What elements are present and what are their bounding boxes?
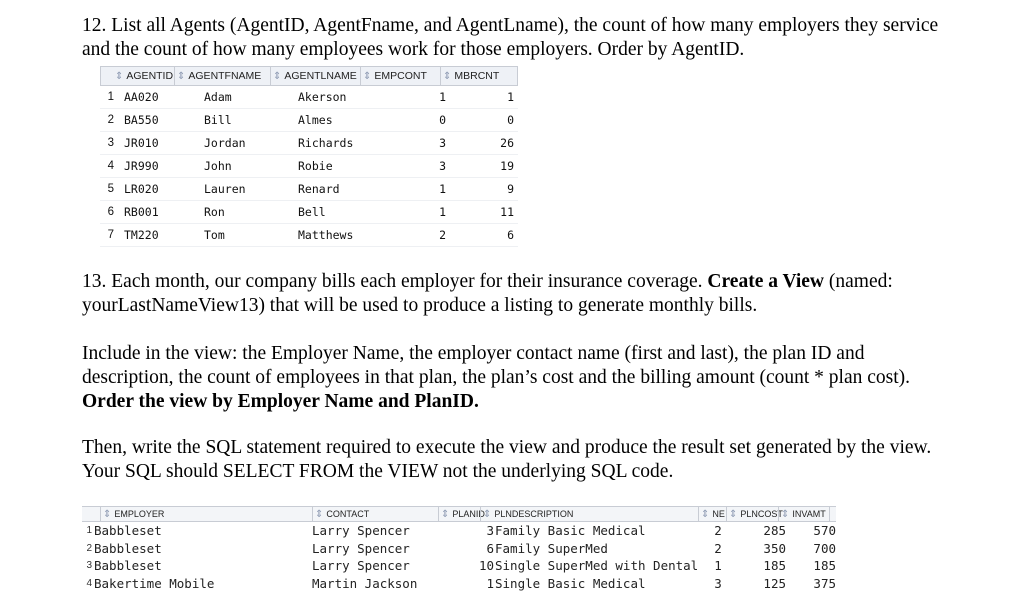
- column-header-label: NE: [712, 509, 725, 519]
- sort-arrows-icon: ⇕: [103, 508, 112, 520]
- ne-cell: 3: [714, 575, 722, 591]
- plndescription-cell: Single Basic Medical: [495, 575, 646, 591]
- grid-body: [100, 86, 518, 247]
- planid-cell: 6: [486, 540, 494, 556]
- empcont-cell: 1: [439, 182, 446, 196]
- column-header-label: INVAMT: [792, 509, 826, 519]
- column-header-label: EMPCONT: [374, 70, 427, 82]
- ne-cell: 2: [714, 540, 722, 556]
- table-row[interactable]: [100, 86, 518, 109]
- column-header-agentlname[interactable]: [271, 67, 361, 85]
- agentlname-cell: Robie: [298, 159, 333, 173]
- plncost-cell: 185: [763, 558, 786, 574]
- contact-cell: Larry Spencer: [312, 558, 410, 574]
- column-header-agentfname[interactable]: [175, 67, 271, 85]
- agentfname-cell: Tom: [204, 228, 225, 242]
- agentfname-cell: Adam: [204, 90, 232, 104]
- row-number: 2: [86, 542, 92, 554]
- mbrcnt-cell: 9: [507, 182, 514, 196]
- column-header-label: EMPLOYER: [114, 509, 165, 519]
- empcont-cell: 2: [439, 228, 446, 242]
- column-header-label: PLNCOST: [740, 509, 783, 519]
- column-header-plndescription[interactable]: [480, 507, 698, 521]
- empcont-cell: 1: [439, 90, 446, 104]
- column-header-contact[interactable]: [312, 507, 438, 521]
- row-number: 3: [86, 560, 92, 572]
- agentlname-cell: Bell: [298, 205, 326, 219]
- column-header-planid[interactable]: [438, 507, 485, 521]
- grid-header: [82, 506, 836, 522]
- mbrcnt-cell: 0: [507, 113, 514, 127]
- column-header-label: AGENTFNAME: [188, 70, 262, 82]
- employer-cell: Babbleset: [94, 523, 162, 539]
- column-header-label: PLANID: [452, 509, 485, 519]
- column-header-label: AGENTLNAME: [284, 70, 357, 82]
- grid-body: [82, 522, 836, 592]
- contact-cell: Larry Spencer: [312, 523, 410, 539]
- question-12-text: 12. List all Agents (AgentID, AgentFname, and AgentLname), the count of how many employers they service and the count of how many employees work for those employers. Order by AgentID.: [82, 15, 939, 60]
- ne-cell: 1: [714, 558, 722, 574]
- plncost-cell: 285: [763, 523, 786, 539]
- create-view-emphasis: Create a View: [707, 271, 825, 292]
- sort-arrows-icon: ⇕: [701, 508, 710, 520]
- question-13-then: Then, write the SQL statement required to execute the view and produce the result set generated by the view. Your SQL should SELECT FROM the VIEW not the underlying SQL code.: [82, 437, 932, 482]
- planid-cell: 10: [478, 558, 494, 574]
- contact-cell: Martin Jackson: [312, 575, 418, 591]
- sort-arrows-icon: ⇕: [315, 508, 324, 520]
- question-13-include: [82, 342, 952, 414]
- question-13-intro: [82, 270, 952, 318]
- q13-intro-text: 13. Each month, our company bills each employer for their insurance coverage.: [82, 271, 703, 292]
- invamt-cell: 700: [813, 540, 836, 556]
- row-number: 1: [107, 91, 114, 103]
- agentid-cell: LR020: [124, 182, 159, 196]
- grid-header: [100, 66, 518, 86]
- table-row[interactable]: [82, 575, 836, 592]
- table-row[interactable]: [100, 109, 518, 132]
- row-number: 5: [107, 183, 114, 195]
- column-header-ne[interactable]: [698, 507, 726, 521]
- column-header-employer[interactable]: [100, 507, 312, 521]
- row-number: 2: [107, 114, 114, 126]
- plndescription-cell: Family SuperMed: [495, 540, 608, 556]
- order-by-emphasis: Order the view by Employer Name and PlanID.: [82, 391, 479, 412]
- agentfname-cell: Jordan: [204, 136, 246, 150]
- contact-cell: Larry Spencer: [312, 540, 410, 556]
- mbrcnt-cell: 19: [500, 159, 514, 173]
- column-header-label: CONTACT: [326, 509, 370, 519]
- plndescription-cell: Single SuperMed with Dental: [495, 558, 699, 574]
- column-header-agentid[interactable]: [101, 67, 175, 85]
- employer-cell: Babbleset: [94, 540, 162, 556]
- employer-cell: Babbleset: [94, 558, 162, 574]
- planid-cell: 3: [486, 523, 494, 539]
- invamt-cell: 375: [813, 575, 836, 591]
- employer-cell: Bakertime Mobile: [94, 575, 215, 591]
- plndescription-cell: Family Basic Medical: [495, 523, 646, 539]
- row-number: 4: [107, 160, 114, 172]
- agentlname-cell: Renard: [298, 182, 340, 196]
- sort-arrows-icon: ⇕: [273, 70, 282, 82]
- sort-arrows-icon: ⇕: [177, 70, 186, 82]
- agentlname-cell: Almes: [298, 113, 333, 127]
- sort-arrows-icon: ⇕: [483, 508, 492, 520]
- column-header-label: MBRCNT: [454, 70, 500, 82]
- row-number: 6: [107, 206, 114, 218]
- column-header-invamt[interactable]: [778, 507, 830, 521]
- plncost-cell: 350: [763, 540, 786, 556]
- table-row[interactable]: [82, 557, 836, 575]
- column-header-empcont[interactable]: [361, 67, 441, 85]
- agentfname-cell: Bill: [204, 113, 232, 127]
- agentid-cell: TM220: [124, 228, 159, 242]
- table-row[interactable]: [100, 224, 518, 247]
- table-row[interactable]: [82, 540, 836, 558]
- agentlname-cell: Matthews: [298, 228, 354, 242]
- agentid-cell: JR990: [124, 159, 159, 173]
- agentid-cell: AA020: [124, 90, 159, 104]
- column-header-label: AGENTID: [126, 70, 174, 82]
- table-row[interactable]: [100, 155, 518, 178]
- agents-result-grid: [100, 66, 518, 247]
- invamt-cell: 185: [813, 558, 836, 574]
- mbrcnt-cell: 6: [507, 228, 514, 242]
- sort-arrows-icon: ⇕: [729, 508, 738, 520]
- agentlname-cell: Richards: [298, 136, 354, 150]
- agentid-cell: JR010: [124, 136, 159, 150]
- sort-arrows-icon: ⇕: [115, 70, 124, 82]
- column-header-plncost[interactable]: [726, 507, 783, 521]
- agentfname-cell: John: [204, 159, 232, 173]
- sort-arrows-icon: ⇕: [363, 70, 372, 82]
- table-row[interactable]: [100, 132, 518, 155]
- empcont-cell: 1: [439, 205, 446, 219]
- sort-arrows-icon: ⇕: [443, 70, 452, 82]
- agentlname-cell: Akerson: [298, 90, 347, 104]
- row-number: 3: [107, 137, 114, 149]
- agentfname-cell: Lauren: [204, 182, 246, 196]
- table-row[interactable]: [100, 201, 518, 224]
- row-number: 1: [86, 525, 92, 537]
- mbrcnt-cell: 11: [500, 205, 514, 219]
- mbrcnt-cell: 1: [507, 90, 514, 104]
- agentid-cell: RB001: [124, 205, 159, 219]
- table-row[interactable]: [100, 178, 518, 201]
- ne-cell: 2: [714, 523, 722, 539]
- table-row[interactable]: [82, 522, 836, 540]
- sort-arrows-icon: ⇕: [441, 508, 450, 520]
- empcont-cell: 3: [439, 159, 446, 173]
- q13-include-text: Include in the view: the Employer Name, the employer contact name (first and last), the plan ID and description, the count of employees in that plan, the plan’s cost and the billing amount (count * plan cost).: [82, 343, 911, 388]
- column-header-label: PLNDESCRIPTION: [494, 509, 574, 519]
- row-number: 7: [107, 229, 114, 241]
- empcont-cell: 3: [439, 136, 446, 150]
- row-number: 4: [86, 577, 92, 589]
- invamt-cell: 570: [813, 523, 836, 539]
- empcont-cell: 0: [439, 113, 446, 127]
- agentid-cell: BA550: [124, 113, 159, 127]
- mbrcnt-cell: 26: [500, 136, 514, 150]
- column-header-mbrcnt[interactable]: [441, 67, 505, 85]
- agentfname-cell: Ron: [204, 205, 225, 219]
- employer-bills-result-grid: [82, 506, 836, 592]
- planid-cell: 1: [486, 575, 494, 591]
- plncost-cell: 125: [763, 575, 786, 591]
- q13-intro-rest: (named: yourLastNameView13) that will be used to produce a listing to generate monthly bills.: [82, 271, 893, 316]
- sort-arrows-icon: ⇕: [781, 508, 790, 520]
